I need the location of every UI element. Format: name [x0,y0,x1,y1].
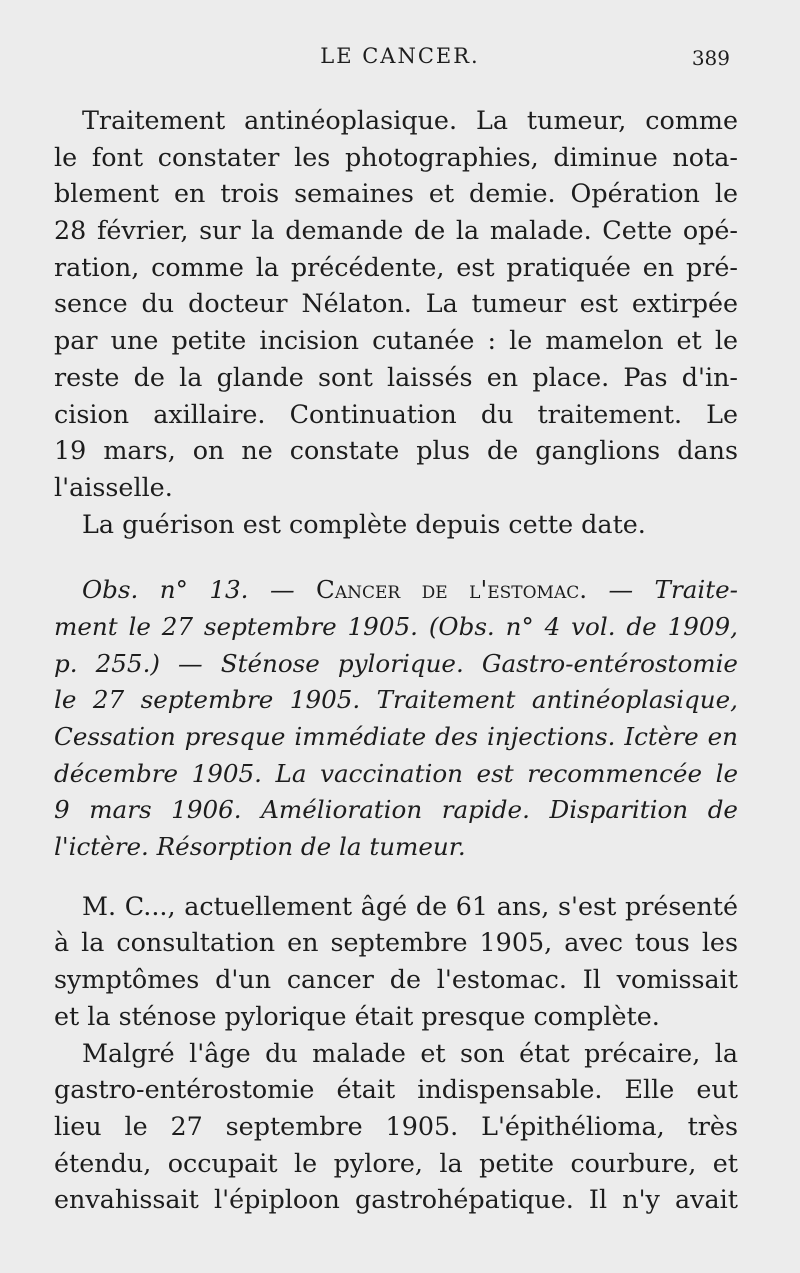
text-line: 9 mars 1906. Amélioration rapide. Disparition de [54,795,738,825]
text-line: La guérison est complète depuis cette date. [82,508,646,539]
text-line: gastro-entérostomie était indispensable. Elle eut [54,1074,738,1105]
text-line: le font constater les photographies, diminue nota- [54,141,738,172]
observation-number: Obs. n° 13. — [82,575,317,605]
text-line: blement en trois semaines et demie. Opération le [54,178,738,209]
running-title: LE CANCER. [320,44,480,68]
text-line: étendu, occupait le pylore, la petite courbure, et [54,1147,738,1178]
section-gap [54,542,738,572]
body-text [54,102,738,1218]
paragraph-treatment [54,102,738,506]
text-line: lieu le 27 septembre 1905. L'épithélioma, très [54,1110,738,1141]
text-line: reste de la glande sont laissés en place. Pas d'in- [54,361,738,392]
section-gap [54,866,738,888]
observation-title: Cancer de l'estomac. [316,575,588,605]
text-line: M. C..., actuellement âgé de 61 ans, s'est présenté [82,890,738,921]
text-line: par une petite incision cutanée : le mamelon et le [54,325,738,356]
text-line: p. 255.) — Sténose pylorique. Gastro-entérostomie [54,648,738,678]
text-line: ment le 27 septembre 1905. (Obs. n° 4 vol. de 1909, [54,611,738,641]
text-line: à la consultation en septembre 1905, avec tous les [54,927,738,958]
observation-summary [54,572,738,866]
observation-heading-rest: — Traite- [587,575,738,605]
text-line: le 27 septembre 1905. Traitement antinéoplasique, [54,685,738,715]
observation-heading [54,572,738,609]
text-line: l'aisselle. [54,471,173,502]
text-line: Malgré l'âge du malade et son état précaire, la [82,1037,738,1068]
paragraph-patient [54,888,738,1035]
paragraph-recovery [54,506,738,543]
text-line: 28 février, sur la demande de la malade. Cette opé- [54,215,738,246]
text-line: sence du docteur Nélaton. La tumeur est extirpée [54,288,738,319]
text-line: et la sténose pylorique était presque complète. [54,1000,660,1031]
text-line: envahissait l'épiploon gastrohépatique. Il n'y avait [54,1184,738,1215]
paragraph-surgery [54,1035,738,1218]
text-line: 19 mars, on ne constate plus de ganglions dans [54,435,738,466]
page-number: 389 [691,46,730,70]
text-line: ration, comme la précédente, est pratiquée en pré- [54,251,738,282]
text-line: Cessation presque immédiate des injections. Ictère en [54,722,738,751]
text-line: décembre 1905. La vaccination est recommencée le [54,758,738,788]
running-head [0,44,800,84]
text-line: symptômes d'un cancer de l'estomac. Il vomissait [54,964,738,995]
text-line: cision axillaire. Continuation du traitement. Le [54,398,738,429]
text-line: Traitement antinéoplasique. La tumeur, comme [82,105,738,135]
text-line: l'ictère. Résorption de la tumeur. [54,832,466,862]
